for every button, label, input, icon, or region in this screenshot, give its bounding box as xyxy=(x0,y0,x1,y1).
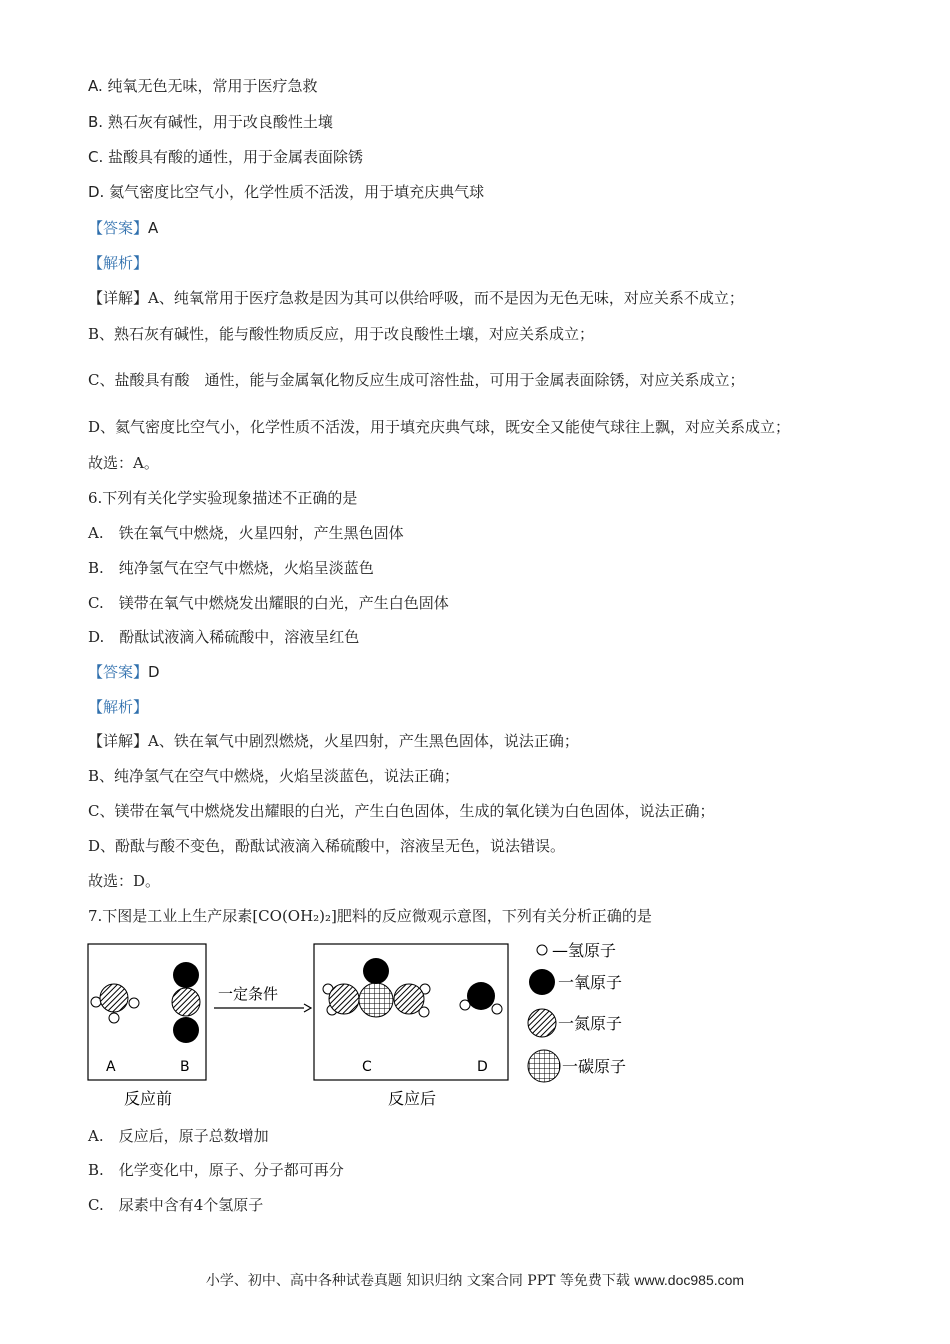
arrow-label: 一定条件 xyxy=(218,985,279,1003)
page-footer xyxy=(0,1270,950,1290)
carbon-atom-icon xyxy=(528,1050,560,1082)
q5-option-a: A. 纯氧无色无味，常用于医疗急救 xyxy=(88,77,318,95)
label-d: D xyxy=(477,1059,488,1075)
q6-stem: 6.下列有关化学实验现象描述不正确的是 xyxy=(88,489,358,507)
legend-nitrogen: 一氮原子 xyxy=(558,1014,623,1033)
detail-tag: 【详解】 xyxy=(88,732,149,750)
q6-answer xyxy=(88,662,160,682)
molecule-c-icon xyxy=(323,958,430,1017)
hydrogen-atom-icon xyxy=(537,945,547,955)
answer-value: D xyxy=(148,663,160,681)
molecule-b-icon xyxy=(172,962,200,1043)
q5-detail-a xyxy=(88,288,744,308)
answer-tag: 【答案】 xyxy=(88,219,149,237)
q6-option-d: D. 酚酞试液滴入稀硫酸中，溶液呈红色 xyxy=(88,628,360,646)
detail-text: A、铁在氧气中剧烈燃烧，火星四射，产生黑色固体，说法正确； xyxy=(148,732,579,750)
q6-detail-d: D、酚酞与酸不变色，酚酞试液滴入稀硫酸中，溶液呈无色，说法错误。 xyxy=(88,837,566,855)
q7-stem: 7.下图是工业上生产尿素[CO(OH₂)₂]肥料的反应微观示意图，下列有关分析正确的是 xyxy=(88,907,652,925)
q7-option-a: A. 反应后，原子总数增加 xyxy=(88,1127,269,1145)
q6-option-c: C. 镁带在氧气中燃烧发出耀眼的白光，产生白色固体 xyxy=(88,594,449,612)
q5-option-d: D. 氦气密度比空气小，化学性质不活泼，用于填充庆典气球 xyxy=(88,183,485,201)
q5-option-b: B. 熟石灰有碱性，用于改良酸性土壤 xyxy=(88,113,333,131)
q6-option-a: A. 铁在氧气中燃烧，火星四射，产生黑色固体 xyxy=(88,524,404,542)
q6-detail-a xyxy=(88,731,579,751)
molecule-a-icon xyxy=(91,984,139,1023)
answer-tag: 【答案】 xyxy=(88,663,149,681)
footer-text: 小学、初中、高中各种试卷真题 知识归纳 文案合同 PPT 等免费下载 xyxy=(205,1273,630,1289)
q6-detail-c: C、镁带在氧气中燃烧发出耀眼的白光，产生白色固体，生成的氧化镁为白色固体，说法正确； xyxy=(88,802,715,820)
caption-before: 反应前 xyxy=(124,1089,173,1108)
q5-option-c: C. 盐酸具有酸的通性，用于金属表面除锈 xyxy=(88,148,364,166)
detail-tag: 【详解】 xyxy=(88,289,149,307)
legend-oxygen: 一氧原子 xyxy=(558,973,623,992)
q6-detail-b: B、纯净氢气在空气中燃烧，火焰呈淡蓝色，说法正确； xyxy=(88,767,460,785)
answer-value: A xyxy=(148,219,159,237)
q5-detail-d: D、氦气密度比空气小，化学性质不活泼，用于填充庆典气球，既安全又能使气球往上飘，对应关系成立； xyxy=(88,418,791,436)
q6-conclusion: 故选：D。 xyxy=(88,872,161,890)
q5-analysis-tag: 【解析】 xyxy=(88,254,149,272)
q5-detail-b: B、熟石灰有碱性，能与酸性物质反应，用于改良酸性土壤，对应关系成立； xyxy=(88,325,595,343)
oxygen-atom-icon xyxy=(529,969,555,995)
label-b: B xyxy=(180,1059,190,1075)
label-a: A xyxy=(106,1059,116,1075)
q7-option-c: C. 尿素中含有4个氢原子 xyxy=(88,1196,264,1214)
detail-text: A、纯氧常用于医疗急救是因为其可以供给呼吸，而不是因为无色无味，对应关系不成立； xyxy=(148,289,744,307)
legend-carbon: 一碳原子 xyxy=(562,1057,627,1076)
legend xyxy=(528,941,626,1082)
reaction-diagram xyxy=(84,938,654,1114)
q6-option-b: B. 纯净氢气在空气中燃烧，火焰呈淡蓝色 xyxy=(88,559,374,577)
caption-after: 反应后 xyxy=(388,1089,437,1108)
label-c: C xyxy=(362,1059,372,1075)
footer-url[interactable]: www.doc985.com xyxy=(634,1272,745,1288)
reaction-arrow-icon xyxy=(214,1004,311,1012)
legend-hydrogen: —氢原子 xyxy=(552,941,617,960)
molecule-d-icon xyxy=(460,982,502,1014)
q5-detail-c: C、盐酸具有酸 通性，能与金属氧化物反应生成可溶性盐，可用于金属表面除锈，对应关系成立； xyxy=(88,371,745,389)
nitrogen-atom-icon xyxy=(528,1009,556,1037)
q5-conclusion: 故选：A。 xyxy=(88,454,159,472)
q5-answer xyxy=(88,218,158,238)
q7-option-b: B. 化学变化中，原子、分子都可再分 xyxy=(88,1161,344,1179)
q6-analysis-tag: 【解析】 xyxy=(88,698,149,716)
